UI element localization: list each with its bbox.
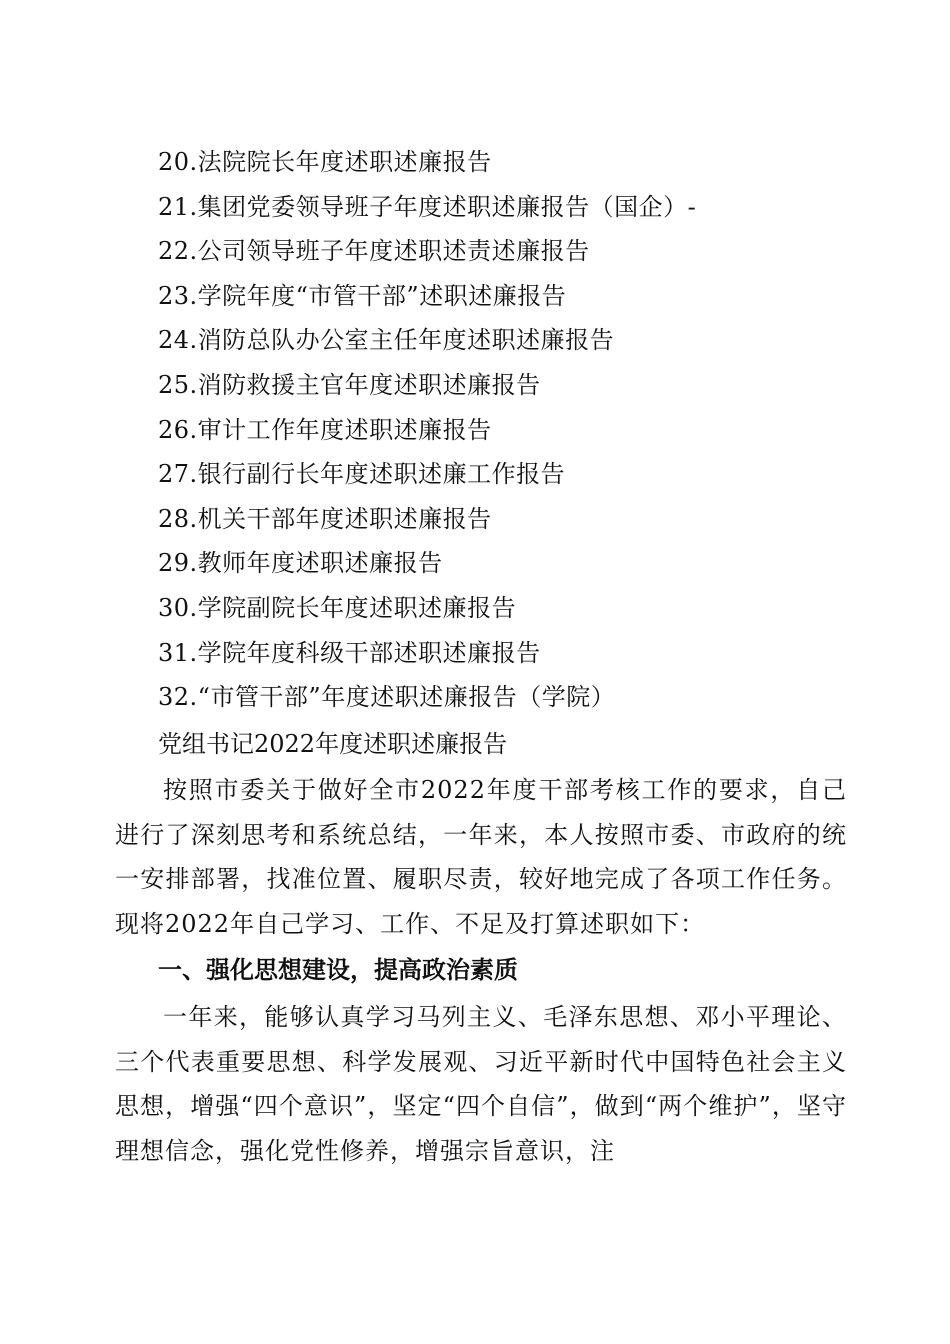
list-item: 24.消防总队办公室主任年度述职述廉报告 <box>158 326 615 355</box>
list-item: 25.消防救援主官年度述职述廉报告 <box>158 370 541 399</box>
section-paragraph: 一年来，能够认真学习马列主义、毛泽东思想、邓小平理论、三个代表重要思想、科学发展观、习近平新时代中国特色社会主义思想，增强“四个意识”，坚定“四个自信”，做到“两个维护”，坚守理想信念，强化党性修养，增强宗旨意识，注 <box>115 1003 847 1165</box>
list-item: 21.集团党委领导班子年度述职述廉报告（国企）- <box>158 192 697 221</box>
list-item: 30.学院副院长年度述职述廉报告 <box>158 593 517 622</box>
list-item: 31.学院年度科级干部述职述廉报告 <box>158 638 541 667</box>
report-list <box>158 140 878 720</box>
intro-paragraph: 按照市委关于做好全市2022年度干部考核工作的要求，自己进行了深刻思考和系统总结，一年来，本人按照市委、市政府的统一安排部署，找准位置、履职尽责，较好地完成了各项工作任务。现将2022年自己学习、工作、不足及打算述职如下： <box>115 776 847 938</box>
section-heading: 一、强化思想建设，提高政治素质 <box>158 956 518 984</box>
list-item: 32.“市管干部”年度述职述廉报告（学院） <box>158 683 616 712</box>
list-item: 28.机关干部年度述职述廉报告 <box>158 504 492 533</box>
list-item: 27.银行副行长年度述职述廉工作报告 <box>158 460 566 489</box>
report-title: 党组书记2022年度述职述廉报告 <box>158 730 508 758</box>
list-item: 20.法院院长年度述职述廉报告 <box>158 148 492 176</box>
list-item: 26.审计工作年度述职述廉报告 <box>158 415 492 444</box>
list-item: 23.学院年度“市管干部”述职述廉报告 <box>158 281 567 310</box>
list-item: 22.公司领导班子年度述职述责述廉报告 <box>158 237 590 266</box>
list-item: 29.教师年度述职述廉报告 <box>158 549 443 578</box>
